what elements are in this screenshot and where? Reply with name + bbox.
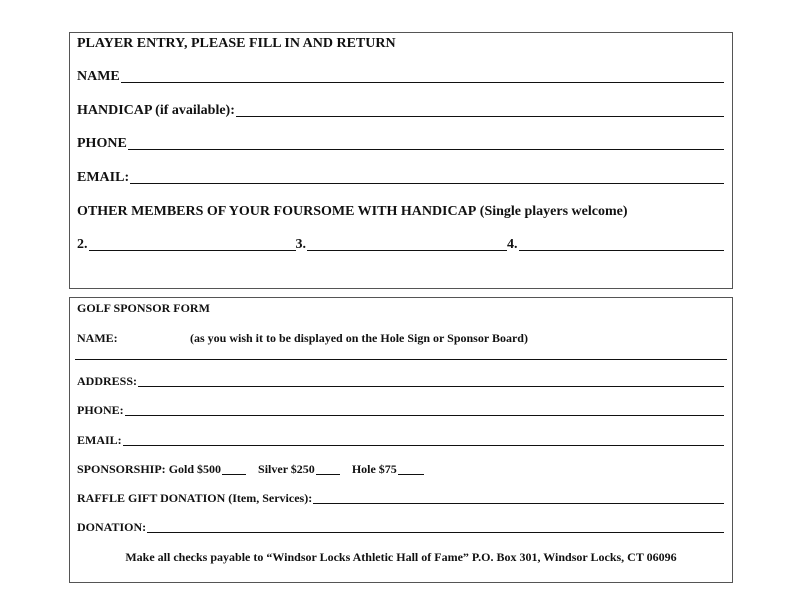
player-handicap-field[interactable] [236, 116, 724, 117]
foursome-note: (Single players welcome) [479, 204, 628, 219]
sponsor-address-row [77, 374, 724, 389]
raffle-field[interactable] [313, 503, 724, 504]
foursome-slots-row [77, 237, 724, 253]
player-phone-row [77, 136, 724, 152]
sponsor-phone-label: PHONE: [77, 403, 124, 417]
player-handicap-label: HANDICAP (if available): [77, 103, 235, 118]
slot-4-label: 4. [507, 237, 518, 252]
player-name-field[interactable] [121, 82, 724, 83]
raffle-row [77, 491, 724, 506]
player-email-row [77, 170, 724, 186]
sponsor-name-row [77, 331, 724, 346]
player-entry-title-row [77, 36, 724, 52]
raffle-label: RAFFLE GIFT DONATION (Item, Services): [77, 491, 313, 505]
donation-row [77, 520, 724, 535]
sponsor-phone-field[interactable] [125, 415, 724, 416]
sponsor-name-note: (as you wish it to be displayed on the Hole Sign or Sponsor Board) [190, 331, 528, 345]
checks-note: Make all checks payable to “Windsor Locks Athletic Hall of Fame” P.O. Box 301, Windsor Locks, CT 06096 [125, 550, 677, 564]
sponsor-name-field[interactable] [75, 359, 727, 360]
slot-4-field[interactable] [519, 250, 725, 251]
slot-2-field[interactable] [89, 250, 296, 251]
hole-option-label: Hole $75 [351, 462, 397, 476]
sponsor-address-label: ADDRESS: [77, 374, 138, 388]
slot-3-field[interactable] [307, 250, 507, 251]
foursome-label: OTHER MEMBERS OF YOUR FOURSOME WITH HANDICAP [77, 204, 477, 219]
sponsor-email-row [77, 433, 724, 448]
gold-option-label: Gold $500 [168, 462, 222, 476]
sponsor-address-field[interactable] [138, 386, 724, 387]
silver-option-label: Silver $250 [258, 462, 315, 476]
player-entry-section [69, 32, 733, 289]
sponsor-form-title: GOLF SPONSOR FORM [77, 301, 210, 315]
sponsor-form-section [69, 297, 733, 583]
donation-field[interactable] [147, 532, 724, 533]
sponsor-title-row [77, 301, 724, 316]
sponsor-phone-row [77, 403, 724, 418]
silver-option-field[interactable] [316, 474, 340, 475]
slot-3-label: 3. [295, 237, 306, 252]
player-email-field[interactable] [130, 183, 724, 184]
slot-2-label: 2. [77, 237, 88, 252]
player-phone-field[interactable] [128, 149, 724, 150]
sponsorship-label: SPONSORSHIP: [77, 462, 166, 476]
gold-option-field[interactable] [222, 474, 246, 475]
hole-option-field[interactable] [398, 474, 424, 475]
foursome-row [77, 204, 724, 220]
player-name-label: NAME [77, 69, 120, 84]
sponsor-name-label: NAME: [77, 331, 118, 345]
player-email-label: EMAIL: [77, 170, 130, 185]
player-entry-title: PLAYER ENTRY, PLEASE FILL IN AND RETURN [77, 36, 396, 51]
donation-label: DONATION: [77, 520, 147, 534]
sponsor-email-label: EMAIL: [77, 433, 122, 447]
player-handicap-row [77, 103, 724, 119]
sponsorship-row [77, 462, 724, 477]
sponsor-email-field[interactable] [123, 445, 724, 446]
player-name-row [77, 69, 724, 85]
player-phone-label: PHONE [77, 136, 127, 151]
